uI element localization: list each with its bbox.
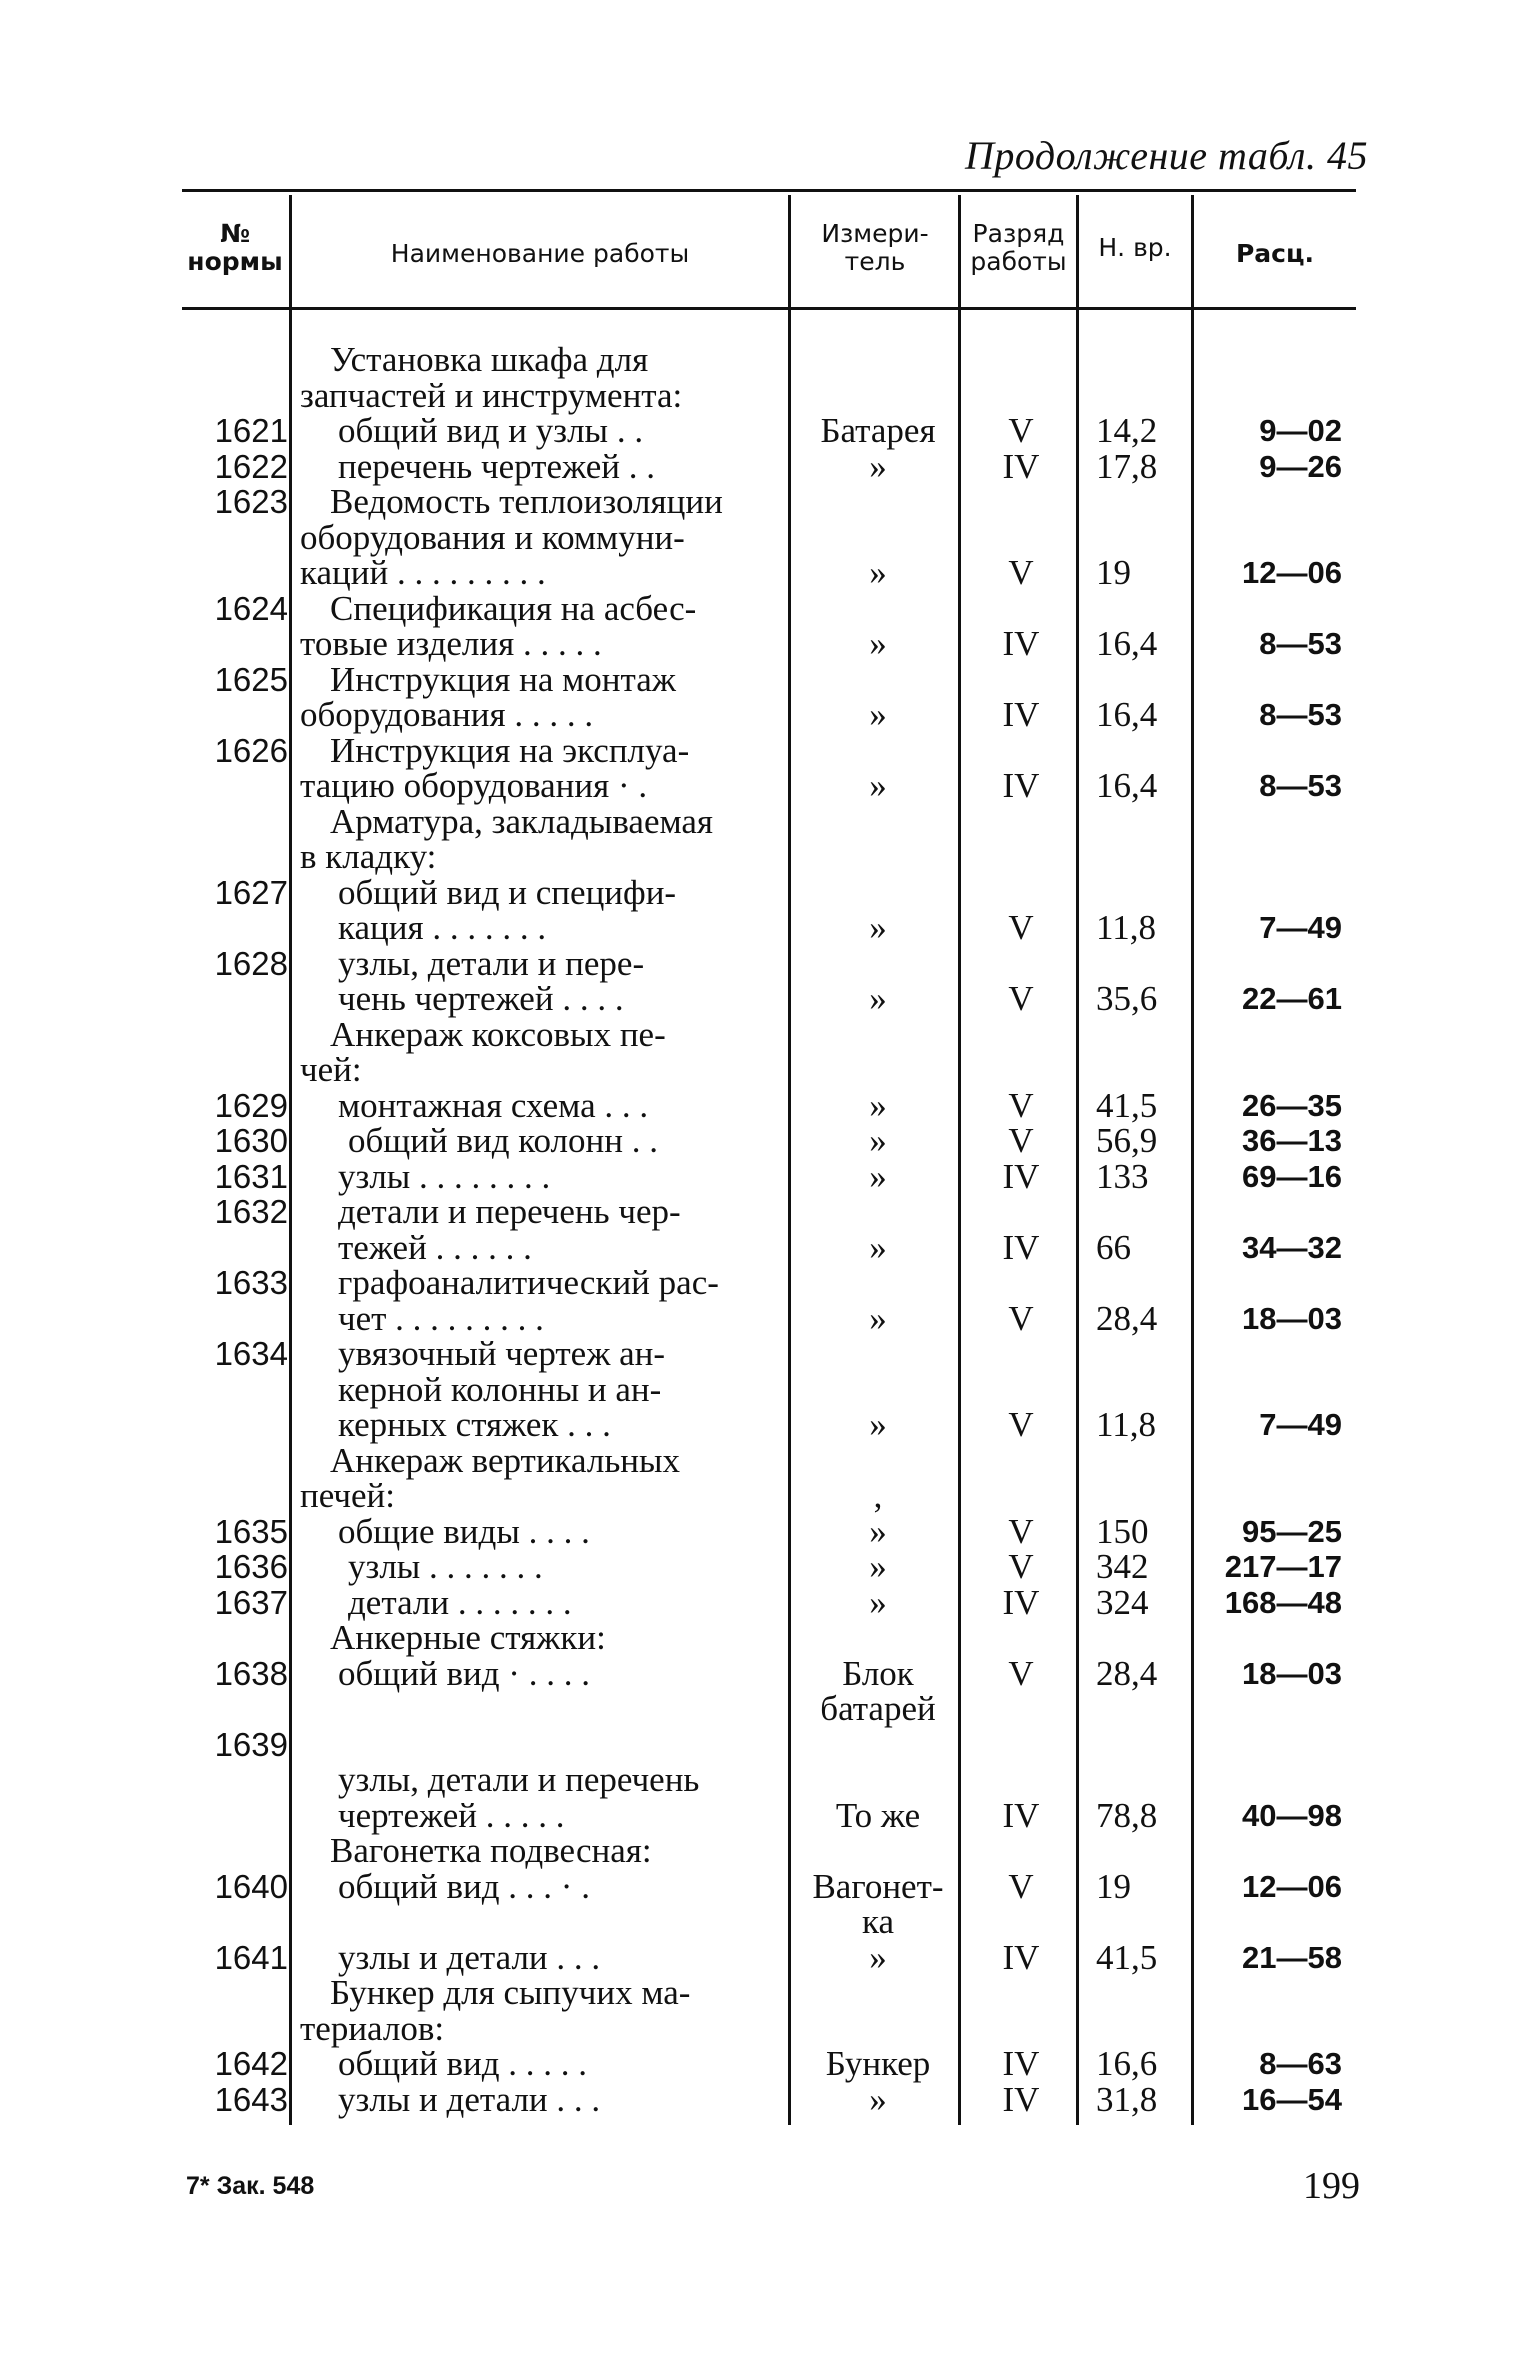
norm-number: 1634: [214, 1335, 288, 1372]
time-norm: 78,8: [1096, 1795, 1158, 1835]
work-name-line: общий вид . . . . .: [338, 2044, 588, 2083]
norm-number: 1623: [214, 483, 288, 520]
work-name-line: териалов:: [300, 2008, 445, 2048]
norm-number: 1642: [214, 2045, 288, 2082]
norm-number: 1643: [214, 2080, 288, 2118]
measure-unit-continued: ка: [861, 1902, 894, 1941]
work-name-line: тежей . . . . . .: [338, 1227, 532, 1267]
measure-unit: »: [869, 695, 887, 734]
header-time-norm: Н. вр.: [1098, 233, 1172, 262]
measure-unit: »: [869, 1547, 887, 1586]
work-name-line: узлы и детали . . .: [338, 2079, 601, 2119]
rate-value: 7—49: [1259, 910, 1342, 945]
work-name-line: Арматура, закладываемая: [330, 801, 714, 841]
time-norm: 28,4: [1096, 1298, 1158, 1338]
measure-unit: »: [869, 1121, 887, 1160]
measure-unit: »: [869, 446, 887, 486]
table-top-rule: [182, 189, 1356, 192]
measure-unit: »: [869, 1405, 887, 1444]
norm-number: 1624: [214, 589, 288, 627]
norm-number: 1627: [214, 873, 288, 911]
work-name-line: кация . . . . . . .: [338, 908, 547, 947]
work-name-line: керных стяжек . . .: [338, 1405, 611, 1444]
rate-value: 12—06: [1242, 1868, 1342, 1904]
measure-unit: »: [869, 1511, 887, 1551]
rate-value: 8—53: [1259, 697, 1342, 732]
work-name-line: Бункер для сыпучих ма-: [330, 1973, 691, 2012]
work-name-line: перечень чертежей . .: [338, 446, 655, 486]
time-norm: 342: [1096, 1547, 1149, 1586]
time-norm: 16,4: [1096, 766, 1158, 805]
work-grade: IV: [1002, 2044, 1040, 2083]
measure-unit-continued: батарей: [820, 1689, 936, 1728]
work-name-line: узлы, детали и пере-: [338, 943, 645, 983]
rate-value: 8—63: [1259, 2046, 1342, 2081]
norm-number: 1639: [214, 1725, 288, 1763]
time-norm: 19: [1096, 553, 1131, 592]
work-grade: V: [1008, 1298, 1034, 1338]
measure-unit: »: [869, 1227, 887, 1267]
work-grade: V: [1008, 1405, 1034, 1444]
norm-number: 1630: [214, 1122, 288, 1159]
work-name-line: чень чертежей . . . .: [338, 979, 624, 1018]
work-name-line: узлы и детали . . .: [338, 1937, 601, 1977]
work-grade: V: [1008, 1653, 1034, 1693]
work-name-line: детали . . . . . . .: [348, 1582, 572, 1622]
rate-value: 7—49: [1259, 1407, 1342, 1442]
rate-value: 69—16: [1242, 1158, 1342, 1194]
print-order-note: 7* Зак. 548: [186, 2172, 315, 2200]
measure-unit: Блок: [842, 1653, 914, 1693]
time-norm: 11,8: [1096, 1405, 1156, 1444]
work-name-line: Анкерные стяжки:: [330, 1618, 606, 1657]
work-grade: IV: [1002, 1937, 1040, 1977]
time-norm: 56,9: [1096, 1121, 1158, 1160]
work-name-line: Спецификация на асбес-: [330, 588, 697, 628]
work-grade: IV: [1002, 695, 1040, 734]
norm-number: 1628: [214, 944, 288, 982]
time-norm: 31,8: [1096, 2079, 1158, 2119]
work-name-line: узлы, детали и перечень: [338, 1760, 700, 1799]
measure-unit: Бункер: [825, 2044, 931, 2083]
work-name-line: каций . . . . . . . . .: [300, 553, 546, 592]
header-work-name: Наименование работы: [390, 239, 690, 268]
table-continuation-title: Продолжение табл. 45: [964, 133, 1368, 178]
norm-number: 1621: [214, 412, 288, 449]
measure-unit: Вагонет-: [812, 1866, 944, 1906]
rate-value: 9—02: [1259, 413, 1342, 448]
measure-unit: »: [869, 1582, 887, 1622]
column-divider: [289, 195, 292, 2125]
work-grade: V: [1008, 1085, 1034, 1125]
norm-number: 1633: [214, 1264, 288, 1301]
norm-number: 1626: [214, 731, 288, 769]
work-name-line: Инструкция на эксплуа-: [330, 730, 690, 770]
time-norm: 16,4: [1096, 624, 1158, 663]
work-name-line: чертежей . . . . .: [338, 1795, 565, 1835]
rate-value: 95—25: [1242, 1513, 1342, 1549]
measure-unit: »: [869, 1156, 887, 1196]
rate-value: 8—53: [1259, 626, 1342, 661]
time-norm: 16,4: [1096, 695, 1158, 734]
page-number: 199: [1303, 2165, 1360, 2207]
rate-value: 22—61: [1242, 981, 1342, 1016]
work-grade: IV: [1002, 2079, 1040, 2119]
rate-value: 40—98: [1242, 1797, 1342, 1833]
work-name-line: Инструкция на монтаж: [330, 659, 676, 699]
work-name-line: печей:: [300, 1476, 395, 1515]
work-name-line: Анкераж вертикальных: [330, 1440, 681, 1480]
work-name-line: увязочный чертеж ан-: [338, 1334, 666, 1373]
work-grade: IV: [1002, 1795, 1040, 1835]
time-norm: 17,8: [1096, 446, 1158, 486]
norm-number: 1637: [214, 1583, 288, 1621]
work-name-line: в кладку:: [300, 837, 437, 876]
norm-number: 1635: [214, 1512, 288, 1550]
time-norm: 35,6: [1096, 979, 1158, 1018]
rate-value: 217—17: [1224, 1549, 1342, 1584]
time-norm: 14,2: [1096, 411, 1158, 450]
work-grade: V: [1008, 1121, 1034, 1160]
norm-number: 1629: [214, 1086, 288, 1124]
work-grade: IV: [1002, 1227, 1040, 1267]
norm-number: 1641: [214, 1938, 288, 1976]
header-norm-number: № нормы: [187, 219, 283, 276]
measure-unit-continued: ,: [873, 1476, 883, 1515]
work-grade: IV: [1002, 1156, 1040, 1196]
time-norm: 150: [1096, 1511, 1149, 1551]
time-norm: 11,8: [1096, 908, 1156, 947]
work-name-line: тацию оборудования · .: [300, 766, 648, 805]
work-grade: V: [1008, 1547, 1034, 1586]
rate-value: 18—03: [1242, 1300, 1342, 1336]
work-name-line: товые изделия . . . . .: [300, 624, 602, 663]
work-grade: IV: [1002, 1582, 1040, 1622]
rate-value: 26—35: [1242, 1087, 1342, 1123]
norm-number: 1636: [214, 1548, 288, 1585]
work-name-line: запчастей и инструмента:: [300, 375, 683, 415]
work-grade: V: [1008, 1511, 1034, 1551]
rate-value: 12—06: [1242, 555, 1342, 590]
measure-unit: »: [869, 1085, 887, 1125]
work-grade: IV: [1002, 446, 1040, 486]
time-norm: 66: [1096, 1227, 1131, 1267]
time-norm: 16,6: [1096, 2044, 1158, 2083]
norm-number: 1640: [214, 1867, 288, 1905]
table-header-rule: [182, 307, 1356, 310]
work-name-line: общий вид колонн . .: [348, 1121, 658, 1160]
rate-value: 168—48: [1224, 1584, 1342, 1620]
rate-value: 18—03: [1242, 1655, 1342, 1691]
work-grade: V: [1008, 908, 1034, 947]
norm-number: 1638: [214, 1654, 288, 1692]
work-name-line: оборудования . . . . .: [300, 695, 594, 734]
work-name-line: чет . . . . . . . . .: [338, 1298, 544, 1338]
header-rate: Расц.: [1235, 239, 1315, 268]
work-name-line: общий вид и специфи-: [338, 872, 677, 912]
measure-unit: »: [869, 1937, 887, 1977]
measure-unit: То же: [835, 1795, 921, 1835]
measure-unit: »: [869, 1298, 887, 1338]
work-name-line: оборудования и коммуни-: [300, 517, 685, 557]
work-name-line: общий вид . . . · .: [338, 1866, 590, 1906]
measure-unit: »: [869, 766, 887, 805]
work-name-line: узлы . . . . . . .: [348, 1547, 543, 1586]
work-grade: IV: [1002, 624, 1040, 663]
work-grade: V: [1008, 1866, 1034, 1906]
work-name-line: графоаналитический рас-: [338, 1263, 719, 1302]
measure-unit: »: [869, 908, 887, 947]
work-grade: V: [1008, 979, 1034, 1018]
measure-unit: »: [869, 2079, 887, 2119]
rate-value: 21—58: [1242, 1939, 1342, 1975]
time-norm: 324: [1096, 1582, 1149, 1622]
work-name-line: монтажная схема . . .: [338, 1085, 649, 1125]
norm-number: 1625: [214, 660, 288, 698]
measure-unit: »: [869, 624, 887, 663]
time-norm: 133: [1096, 1156, 1149, 1196]
rate-value: 16—54: [1242, 2081, 1342, 2117]
work-name-line: керной колонны и ан-: [338, 1369, 662, 1409]
work-grade: V: [1008, 553, 1034, 592]
norm-number: 1622: [214, 447, 288, 485]
measure-unit: Батарея: [820, 411, 936, 450]
measure-unit: »: [869, 553, 887, 592]
rate-value: 9—26: [1259, 448, 1342, 484]
rate-value: 8—53: [1259, 768, 1342, 803]
time-norm: 19: [1096, 1866, 1131, 1906]
work-name-line: общий вид и узлы . .: [338, 411, 644, 450]
time-norm: 41,5: [1096, 1085, 1158, 1125]
header-measure-unit: Измери- тель: [821, 219, 929, 276]
work-name-line: чей:: [300, 1050, 362, 1089]
work-grade: V: [1008, 411, 1034, 450]
work-name-line: Анкераж коксовых пе-: [330, 1014, 666, 1054]
time-norm: 41,5: [1096, 1937, 1158, 1977]
norm-number: 1632: [214, 1193, 288, 1230]
rate-value: 34—32: [1242, 1229, 1342, 1265]
time-norm: 28,4: [1096, 1653, 1158, 1693]
work-name-line: узлы . . . . . . . .: [338, 1156, 551, 1196]
work-grade: IV: [1002, 766, 1040, 805]
measure-unit: »: [869, 979, 887, 1018]
work-name-line: Вагонетка подвесная:: [330, 1831, 652, 1870]
work-name-line: общий вид · . . . .: [338, 1653, 590, 1693]
header-work-grade: Разряд работы: [970, 219, 1067, 276]
rate-value: 36—13: [1242, 1123, 1342, 1158]
norm-number: 1631: [214, 1157, 288, 1195]
work-name-line: Установка шкафа для: [330, 340, 649, 379]
work-name-line: Ведомость теплоизоляции: [330, 482, 723, 521]
work-name-line: общие виды . . . .: [338, 1511, 590, 1551]
work-name-line: детали и перечень чер-: [338, 1192, 681, 1231]
